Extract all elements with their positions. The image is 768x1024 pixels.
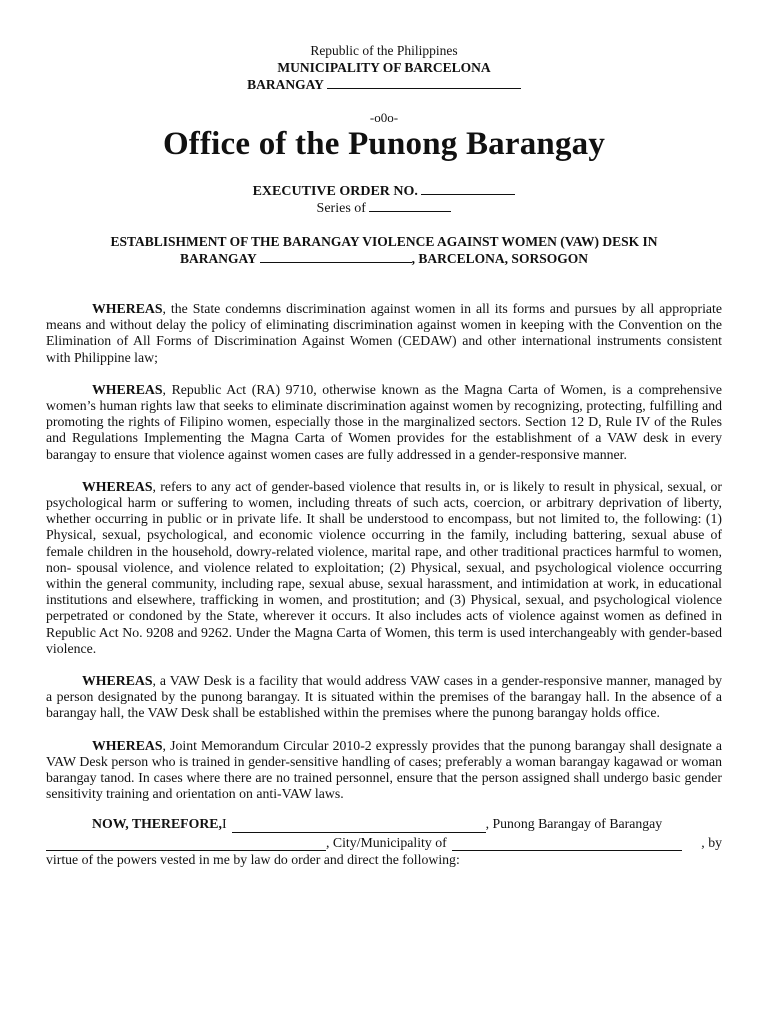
series-label: Series of bbox=[316, 201, 366, 216]
executive-order-block bbox=[0, 183, 768, 217]
document-body bbox=[46, 301, 722, 868]
order-title bbox=[60, 233, 708, 267]
closing-punong-text: , Punong Barangay of Barangay bbox=[485, 816, 663, 832]
municipality-line: MUNICIPALITY OF BARCELONA bbox=[277, 60, 491, 75]
order-number-line bbox=[0, 183, 768, 200]
divider-ornament: -o0o- bbox=[369, 110, 399, 125]
closing-line-3: virtue of the powers vested in me by law do order and direct the following: bbox=[46, 851, 460, 867]
closing-line-2 bbox=[46, 835, 722, 851]
paragraph-text: , Republic Act (RA) 9710, otherwise known as the Magna Carta of Women, is a comprehensive women’s human rights law that seeks to eliminate discrimination against women by recognizing, protecting, fulfilling and promoting the rights of Filipino women, especially those in the marginalized sectors. Section 12 D, Rule IV of the Rules and Regulations Implementing the Magna Carta of Women provides for the establishment of a VAW desk in every barangay to ensure that violence against women cases are fully addressed in a gender-responsive manner. bbox=[46, 381, 722, 462]
republic-line: Republic of the Philippines bbox=[310, 43, 458, 58]
title-barangay-label: BARANGAY bbox=[180, 251, 257, 266]
order-title-line1: ESTABLISHMENT OF THE BARANGAY VIOLENCE AGAINST WOMEN (VAW) DESK IN bbox=[110, 234, 658, 249]
barangay-label: BARANGAY bbox=[247, 77, 324, 92]
barangay-name-blank bbox=[327, 77, 521, 89]
whereas-paragraph bbox=[46, 382, 722, 463]
page-title: Office of the Punong Barangay bbox=[162, 126, 606, 162]
paragraph-text: , refers to any act of gender-based violence that results in, or is likely to result in physical, sexual, or psychological harm or suffering to women, including threats of such acts, coercion, or arbitrary deprivation of liberty, whether occurring in public or in private life. It shall be understood to encompass, but not limited to, the following: (1) Physical, sexual, psychological, and economic violence occurring in the family, including battering, sexual abuse of female children in the household, dowry-related violence, marital rape, and other traditional practices harmful to women, non- spousal violence, and violence related to exploitation; (2) Physical, sexual, and psychological violence occurring within the general community, including rape, sexual abuse, sexual harassment, and intimidation at work, in educational institutions and elsewhere, trafficking in women, and prostitution; and (3) Physical, sexual, and psychological violence perpetrated or condoned by the State, wherever it occurs. It also includes acts of violence against women as defined in Republic Act No. 9208 and 9262. Under the Magna Carta of Women, this term is used interchangeably with gender-based violence. bbox=[46, 478, 722, 656]
paragraph-text: , a VAW Desk is a facility that would address VAW cases in a gender-responsive manner, managed by a person designated by the punong barangay. It is situated within the premises of the barangay hall. In the absence of a barangay hall, the VAW Desk shall be established within the premises where the punong barangay holds office. bbox=[46, 673, 722, 721]
whereas-label: WHEREAS bbox=[92, 301, 163, 316]
now-therefore-label: NOW, THEREFORE, bbox=[92, 816, 222, 832]
whereas-label: WHEREAS bbox=[82, 673, 153, 689]
letterhead bbox=[0, 43, 768, 93]
closing-i: I bbox=[221, 816, 227, 832]
barangay-line bbox=[0, 76, 768, 93]
city-municipality-blank bbox=[452, 839, 682, 851]
order-number-blank bbox=[421, 183, 515, 195]
whereas-label: WHEREAS bbox=[92, 737, 163, 753]
series-blank bbox=[369, 200, 451, 212]
closing-barangay-blank bbox=[46, 839, 326, 851]
paragraph-text: , Joint Memorandum Circular 2010-2 expressly provides that the punong barangay shall designate a VAW Desk person who is trained in gender-sensitive handling of cases; preferably a woman barangay kagawad or woman barangay tanod. In cases where there are no trained personnel, ensure that the person assigned shall undergo basic gender sensitivity training and orientation on anti-VAW laws. bbox=[46, 737, 722, 802]
punong-barangay-name-blank bbox=[232, 821, 486, 833]
closing-by-text: , by bbox=[701, 834, 722, 850]
paragraph-text: , the State condemns discrimination against women in all its forms and pursues by all appropriate means and without delay the policy of eliminating discrimination against women in keeping with the Convention on the Elimination of All Forms of Discrimination Against Women (CEDAW) and other international instruments consistent with Philippine law; bbox=[46, 301, 722, 365]
closing-line-1 bbox=[46, 816, 722, 832]
whereas-label: WHEREAS bbox=[92, 381, 163, 397]
closing-paragraph bbox=[46, 816, 722, 868]
whereas-paragraph bbox=[46, 479, 722, 657]
order-number-label: EXECUTIVE ORDER NO. bbox=[252, 184, 418, 199]
title-barangay-blank bbox=[260, 251, 412, 263]
closing-city-text: , City/Municipality of bbox=[326, 834, 447, 850]
order-title-line2 bbox=[60, 250, 708, 267]
title-location: , BARCELONA, SORSOGON bbox=[411, 251, 588, 266]
whereas-label: WHEREAS bbox=[82, 478, 153, 494]
whereas-paragraph bbox=[46, 673, 722, 722]
series-line bbox=[0, 200, 768, 217]
whereas-paragraph bbox=[46, 301, 722, 366]
whereas-paragraph bbox=[46, 738, 722, 803]
